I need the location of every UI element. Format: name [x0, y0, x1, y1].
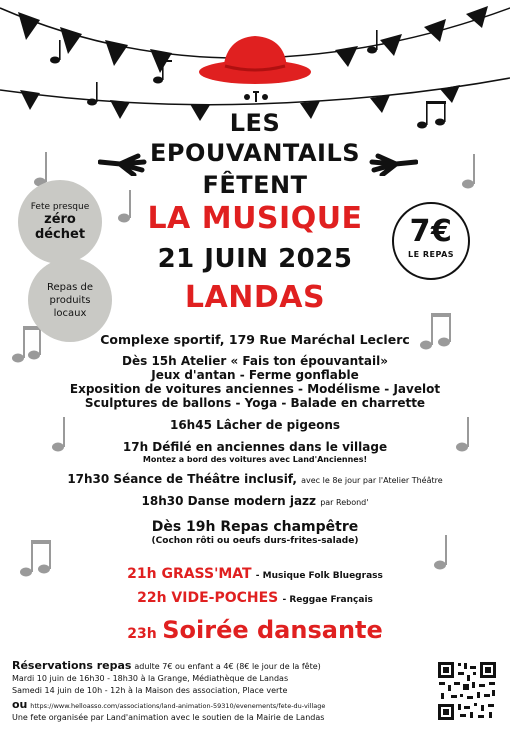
price-value: 7€ [409, 214, 453, 249]
reservation-url-line [12, 698, 325, 711]
program-1645: 16h45 Lâcher de pigeons [169, 418, 341, 432]
reservation-heading-line [12, 659, 321, 672]
local-food-text: Repas de produits locaux [46, 281, 93, 319]
price-caption: LE REPAS [407, 250, 455, 259]
zero-waste-top-text: Fete presque [30, 202, 90, 212]
program-19h: Dès 19h Repas champêtre [151, 519, 359, 535]
reservation-heading: Réservations repas [12, 659, 132, 672]
program-17h: 17h Défilé en anciennes dans le village [122, 440, 388, 454]
program-22h: 22h VIDE-POCHES [137, 590, 279, 606]
reservation-price-info: adulte 7€ ou enfant a 4€ (8€ le jour de la fête) [134, 662, 321, 671]
program-jeux: Jeux d'antan - Ferme gonflable [151, 368, 359, 382]
reservation-slot-2: Samedi 14 juin de 10h - 12h à la Maison des association, Place verte [12, 686, 288, 695]
reservation-or-text: ou [12, 698, 28, 711]
program-21h: 21h GRASS'MAT [127, 566, 252, 582]
program-21h-line [0, 566, 510, 582]
program-21h-sub: - Musique Folk Bluegrass [255, 571, 383, 581]
title-line-la-musique: LA MUSIQUE [147, 201, 363, 236]
event-place: LANDAS [184, 280, 326, 315]
program-23h-line [0, 616, 510, 644]
zero-waste-badge [18, 180, 102, 264]
qr-code-icon[interactable] [436, 660, 498, 722]
program-23h-title: Soirée dansante [162, 616, 383, 644]
reservation-url-link[interactable]: https://www.helloasso.com/associations/land-animation-59310/evenements/fete-du-village [30, 702, 326, 710]
event-date: 21 JUIN 2025 [157, 244, 353, 274]
program-sculptures: Sculptures de ballons - Yoga - Balade en charrette [84, 396, 426, 410]
program-1830: 18h30 Danse modern jazz [141, 494, 317, 508]
program-1730-sub: avec le 8e jour par l'Atelier Théâtre [301, 476, 443, 485]
red-hat-icon [195, 30, 315, 90]
organizer-credit: Une fete organisée par Land'animation avec le soutien de la Mairie de Landas [12, 713, 325, 722]
program-1830-line [0, 494, 510, 508]
program-exposition: Exposition de voitures anciennes - Modélisme - Javelot [69, 382, 441, 396]
program-17h-sub: Montez a bord des voitures avec Land'Anciennes! [142, 455, 368, 464]
price-badge [392, 202, 470, 280]
program-22h-line [0, 590, 510, 606]
title-line-les: LES [229, 109, 281, 137]
scarecrow-face-icon [238, 88, 272, 108]
program-1830-sub: par Rebond' [320, 498, 369, 507]
reservation-slot-1: Mardi 10 juin de 16h30 - 18h30 à la Grange, Médiathèque de Landas [12, 674, 289, 683]
program-1730: 17h30 Séance de Théâtre inclusif, [67, 472, 297, 486]
zero-waste-main-text: zéro déchet [34, 212, 86, 242]
local-food-badge [28, 258, 112, 342]
program-1730-line [0, 472, 510, 486]
program-23h: 23h [127, 626, 157, 642]
venue-address: Complexe sportif, 179 Rue Maréchal Leclerc [100, 332, 410, 347]
program-22h-sub: - Reggae Français [282, 595, 373, 605]
program-15h: Dès 15h Atelier « Fais ton épouvantail» [122, 354, 388, 368]
title-line-fetent: FÊTENT [202, 171, 308, 199]
program-19h-sub: (Cochon rôti ou oeufs durs-frites-salade) [151, 536, 359, 546]
title-line-epouvantails: EPOUVANTAILS [149, 139, 361, 167]
